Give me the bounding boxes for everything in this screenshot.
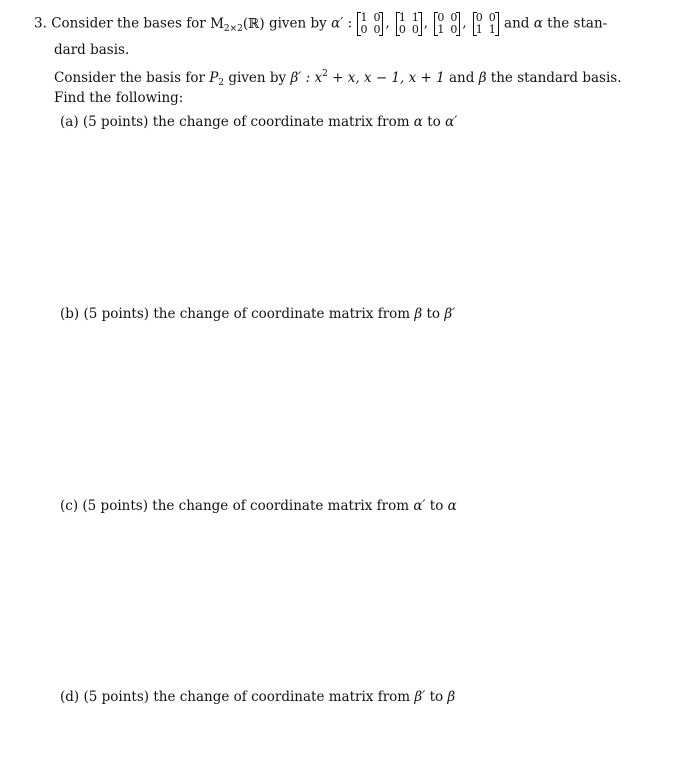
part-text: the change of coordinate matrix from (153, 689, 411, 705)
matrix-cell: 0 (398, 23, 406, 36)
problem-line-2 (54, 41, 129, 59)
part-label: (d) (60, 689, 80, 705)
matrix-cell: 0 (373, 23, 381, 36)
problem-line-4 (54, 89, 183, 107)
part-label: (a) (60, 114, 79, 130)
matrix-cell: 0 (475, 11, 483, 24)
matrix-cell: 0 (411, 23, 419, 36)
standard-basis-text-2: the standard basis. (490, 70, 622, 86)
matrix-cell: 1 (437, 23, 445, 36)
matrix-cell: 1 (475, 23, 483, 36)
matrix-cell: 1 (360, 11, 368, 24)
part-to-word: to (429, 689, 444, 705)
part-from-symbol: α (413, 114, 423, 130)
colon: : (347, 15, 353, 32)
matrix-cell: 0 (360, 23, 368, 36)
space-m-letter: M (210, 15, 224, 32)
beta-prime-symbol: β′ (290, 70, 302, 86)
matrix-4 (473, 12, 499, 36)
space-m-subscript: 2×2 (223, 23, 243, 34)
part-label: (c) (60, 498, 79, 514)
part-to-symbol: α (447, 498, 457, 514)
part-label: (b) (60, 306, 80, 322)
part-to-symbol: β′ (444, 306, 456, 322)
and-text: and (504, 15, 530, 32)
poly-part-b: + x, x − 1, x + 1 (332, 70, 445, 86)
part-from-symbol: β (414, 306, 423, 322)
part-from-symbol: α′ (413, 498, 426, 514)
matrix-cell: 0 (437, 11, 445, 24)
part-text: the change of coordinate matrix from (152, 498, 410, 514)
p2-subscript: 2 (218, 78, 225, 88)
matrix-cell: 0 (450, 23, 458, 36)
polynomial-list (306, 70, 445, 86)
space-m-field: (ℝ) (242, 15, 265, 32)
p2-space (209, 70, 224, 86)
part-points: (5 points) (83, 689, 150, 705)
p2-letter: P (209, 70, 219, 86)
matrix-cell: 0 (488, 11, 496, 24)
alpha-prime-symbol: α′ (331, 15, 344, 32)
the-stan-text: the stan- (547, 15, 608, 32)
given-by-text-2: given by (228, 70, 287, 86)
part-from-symbol: β′ (414, 689, 426, 705)
part-a (60, 113, 457, 131)
poly-exponent: 2 (322, 69, 328, 79)
matrix-2 (396, 12, 422, 36)
part-d (60, 688, 455, 706)
part-points: (5 points) (82, 114, 149, 130)
problem-line-3 (54, 65, 622, 92)
part-c (60, 497, 457, 515)
intro-text: Consider the bases for (51, 15, 206, 32)
given-by-text: given by (268, 15, 327, 32)
part-to-symbol: α′ (445, 114, 458, 130)
part-to-word: to (429, 498, 444, 514)
part-b (60, 305, 455, 323)
matrix-cell: 1 (398, 11, 406, 24)
part-text: the change of coordinate matrix from (152, 114, 410, 130)
standard-basis-text: dard basis. (54, 42, 130, 58)
matrix-cell: 0 (450, 11, 458, 24)
part-points: (5 points) (83, 306, 150, 322)
poly-part-a: : x (305, 70, 323, 86)
space-m (210, 16, 265, 32)
alpha-symbol: α (533, 15, 543, 32)
matrix-cell: 1 (411, 11, 419, 24)
matrix-3 (434, 12, 460, 36)
part-to-symbol: β (447, 689, 456, 705)
part-to-word: to (426, 306, 441, 322)
matrix-1 (357, 12, 383, 36)
problem-number: 3. (34, 15, 47, 32)
beta-symbol: β (478, 70, 487, 86)
part-to-word: to (427, 114, 441, 130)
basis-intro-text: Consider the basis for (54, 70, 205, 86)
part-points: (5 points) (82, 498, 148, 514)
part-text: the change of coordinate matrix from (153, 306, 411, 322)
problem-line-1: 3. Consider the bases for $M_{2\times 2}(ℝ)$ given by α′ : 1 0 0 0 , 1 1 0 0 , 0 0 1 0 , 0 0 1 1 and α the stan- (34, 11, 608, 36)
matrix-cell: 0 (373, 11, 381, 24)
and-text-2: and (449, 70, 475, 86)
matrix-cell: 1 (488, 23, 496, 36)
find-following-text: Find the following: (54, 90, 184, 106)
